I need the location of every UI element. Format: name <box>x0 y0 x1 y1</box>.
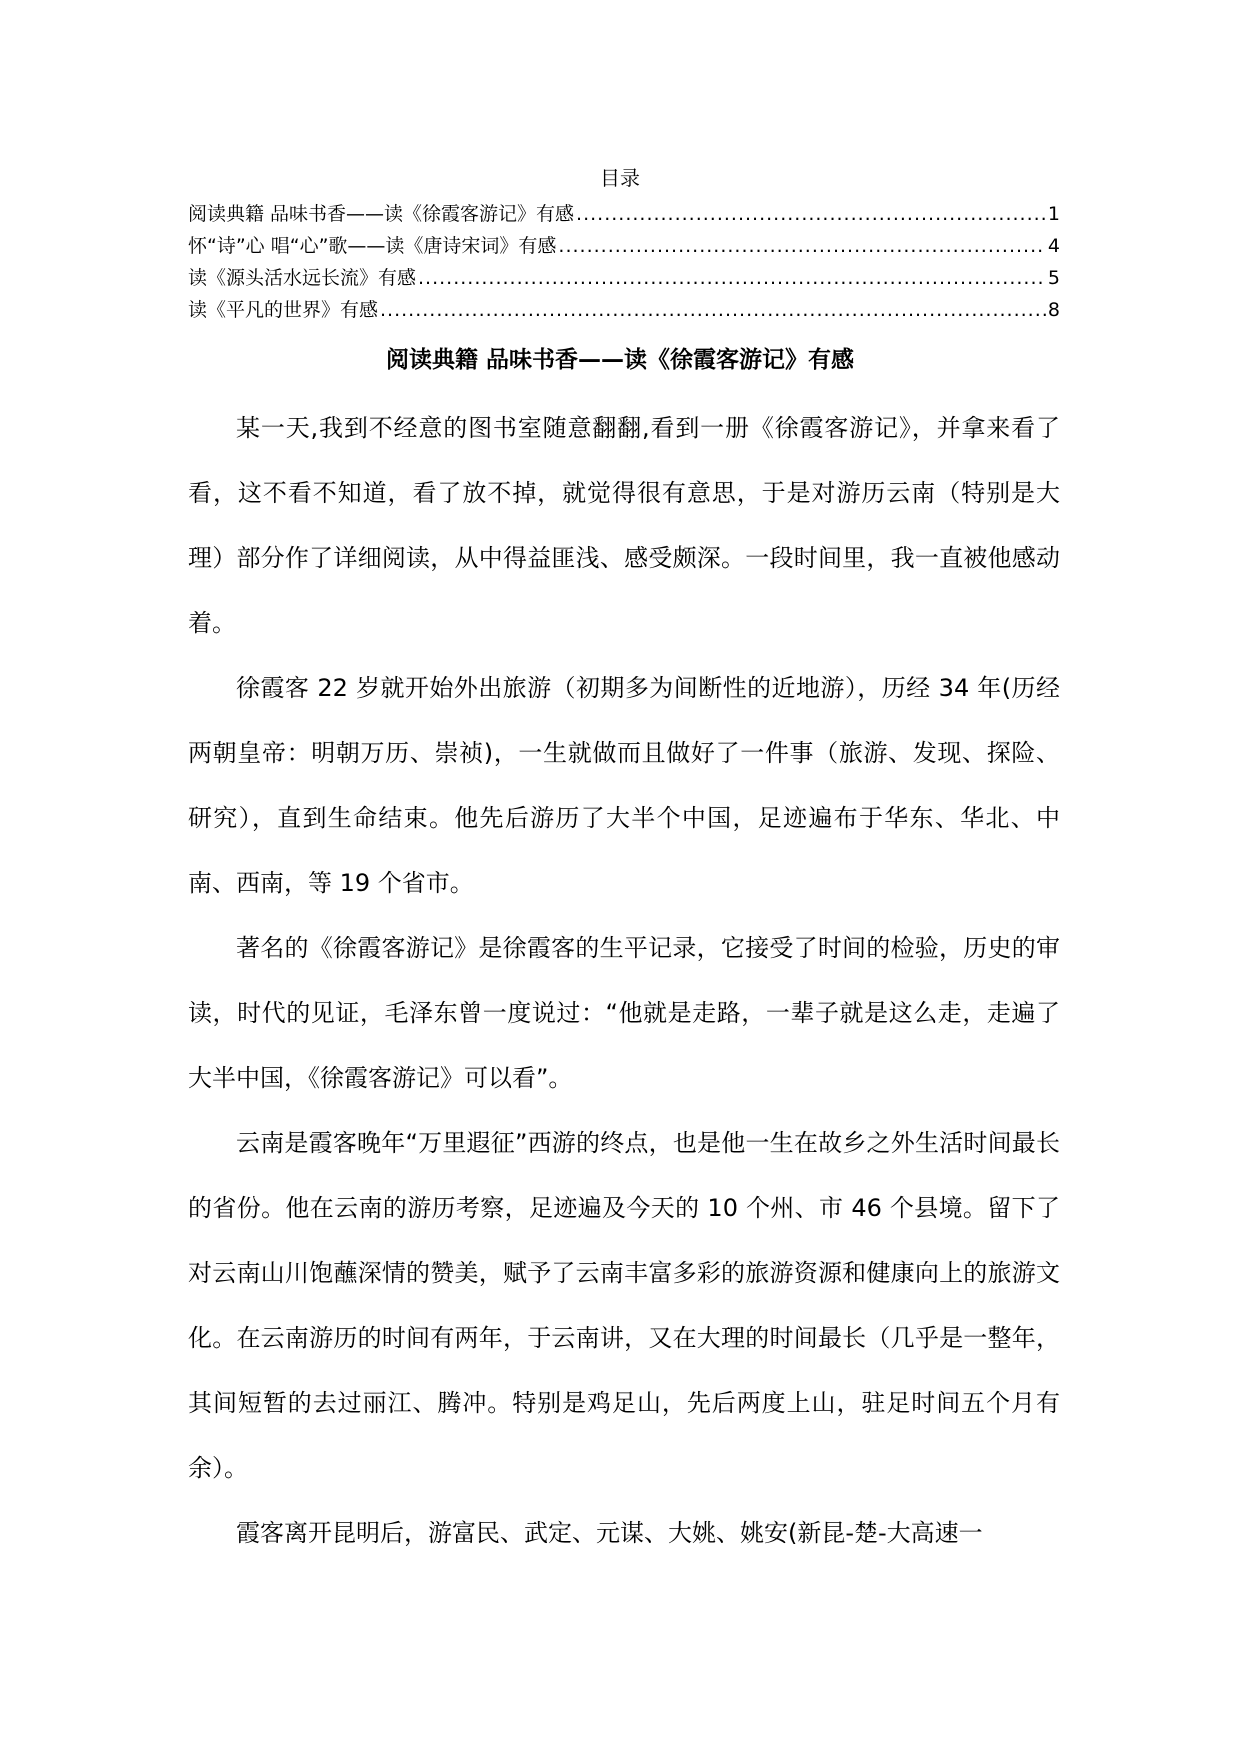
toc-entry[interactable] <box>188 230 1060 262</box>
body-paragraph: 著名的《徐霞客游记》是徐霞客的生平记录，它接受了时间的检验，历史的审读，时代的见证，毛泽东曾一度说过：“他就是走路，一辈子就是这么走，走遍了大半中国，《徐霞客游记》可以看”。 <box>188 934 1060 1092</box>
toc-entry-title: 读《源头活水远长流》有感 <box>188 267 417 289</box>
toc-entry[interactable] <box>188 262 1060 294</box>
toc-entry-title: 阅读典籍 品味书香——读《徐霞客游记》有感 <box>188 203 575 225</box>
toc-entry-title: 读《平凡的世界》有感 <box>188 299 379 321</box>
toc-entry-title: 怀“诗”心 唱“心”歌——读《唐诗宋词》有感 <box>188 235 557 257</box>
toc-entry-page: 4 <box>1047 235 1060 257</box>
toc-entry-page: 5 <box>1047 267 1060 289</box>
toc-entry[interactable] <box>188 294 1060 326</box>
toc-dot-leader <box>558 230 1045 262</box>
toc-entry-page: 8 <box>1047 299 1060 321</box>
body-paragraph: 云南是霞客晚年“万里遐征”西游的终点，也是他一生在故乡之外生活时间最长的省份。他在云南的游历考察，足迹遍及今天的 10 个州、市 46 个县境。留下了对云南山川饱蘸深情的赞美，赋予了云南丰富多彩的旅游资源和健康向上的旅游文化。在云南游历的时间有两年，于云南讲，又在大理的时间最长（几乎是一整年，其间短暂的去过丽江、腾冲。特别是鸡足山，先后两度上山，驻足时间五个月有余）。 <box>188 1129 1060 1482</box>
body-paragraph: 徐霞客 22 岁就开始外出旅游（初期多为间断性的近地游），历经 34 年(历经两朝皇帝：明朝万历、崇祯)，一生就做而且做好了一件事（旅游、发现、探险、研究），直到生命结束。他先后游历了大半个中国，足迹遍布于华东、华北、中南、西南，等 19 个省市。 <box>188 674 1060 897</box>
toc-title: 目录 <box>600 166 640 190</box>
body-paragraph: 某一天,我到不经意的图书室随意翻翻,看到一册《徐霞客游记》，并拿来看了看，这不看不知道，看了放不掉，就觉得很有意思，于是对游历云南（特别是大理）部分作了详细阅读，从中得益匪浅、感受颇深。一段时间里，我一直被他感动着。 <box>188 414 1060 637</box>
article-body <box>188 396 1060 1566</box>
toc-dot-leader <box>576 198 1046 230</box>
toc-entry-page: 1 <box>1047 203 1060 225</box>
toc-dot-leader <box>418 262 1046 294</box>
body-paragraph: 霞客离开昆明后，游富民、武定、元谋、大姚、姚安(新昆-楚-大高速一 <box>236 1519 983 1547</box>
table-of-contents <box>188 198 1060 326</box>
toc-dot-leader <box>380 294 1046 326</box>
toc-entry[interactable] <box>188 198 1060 230</box>
article-title: 阅读典籍 品味书香——读《徐霞客游记》有感 <box>385 347 854 373</box>
